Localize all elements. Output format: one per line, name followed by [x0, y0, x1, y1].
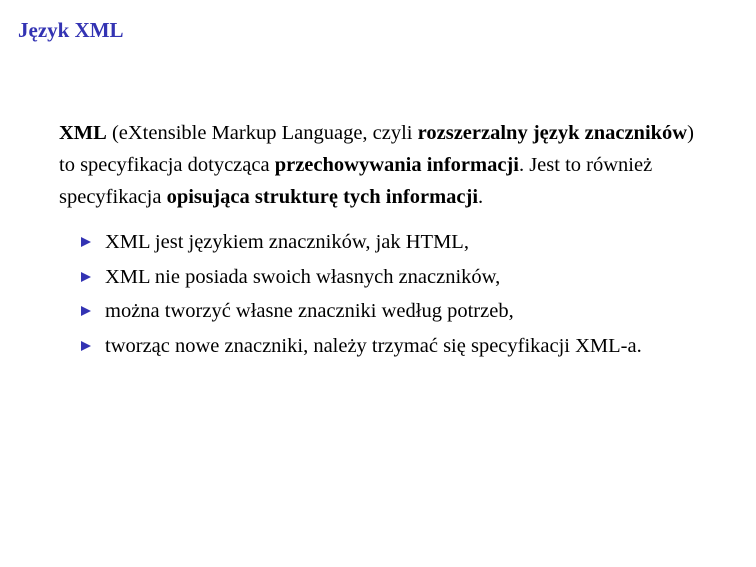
bullet-list: [78, 225, 642, 363]
triangle-bullet-icon: [81, 237, 91, 247]
list-item: [78, 329, 642, 364]
triangle-bullet-icon: [81, 306, 91, 316]
list-item-text: XML nie posiada swoich własnych znaczników,: [105, 265, 501, 288]
list-item: [78, 260, 642, 295]
intro-term-xml: XML: [59, 122, 107, 144]
intro-paragraph: [59, 117, 709, 213]
triangle-bullet-icon: [81, 272, 91, 282]
intro-text-3: . Jest to również specyfikacja: [59, 154, 653, 208]
list-item: [78, 225, 642, 260]
list-item-text: można tworzyć własne znaczniki według potrzeb,: [105, 300, 514, 322]
triangle-bullet-icon: [81, 341, 91, 351]
intro-term-extensible: rozszerzalny język znaczników: [417, 122, 688, 144]
list-item-text: tworząc nowe znaczniki, należy trzymać się specyfikacji XML-a.: [105, 334, 642, 357]
list-item: [78, 294, 642, 329]
intro-term-structure: opisująca strukturę tych informacji: [166, 186, 479, 208]
intro-text-1: (eXtensible Markup Language, czyli: [106, 122, 418, 144]
intro-text-2: ) to specyfikacja dotycząca: [59, 122, 694, 176]
intro-term-storage: przechowywania informacji: [274, 154, 519, 176]
list-item-text: XML jest językiem znaczników, jak HTML,: [105, 231, 469, 253]
slide-title: Język XML: [18, 18, 124, 42]
intro-text-4: .: [478, 186, 484, 208]
